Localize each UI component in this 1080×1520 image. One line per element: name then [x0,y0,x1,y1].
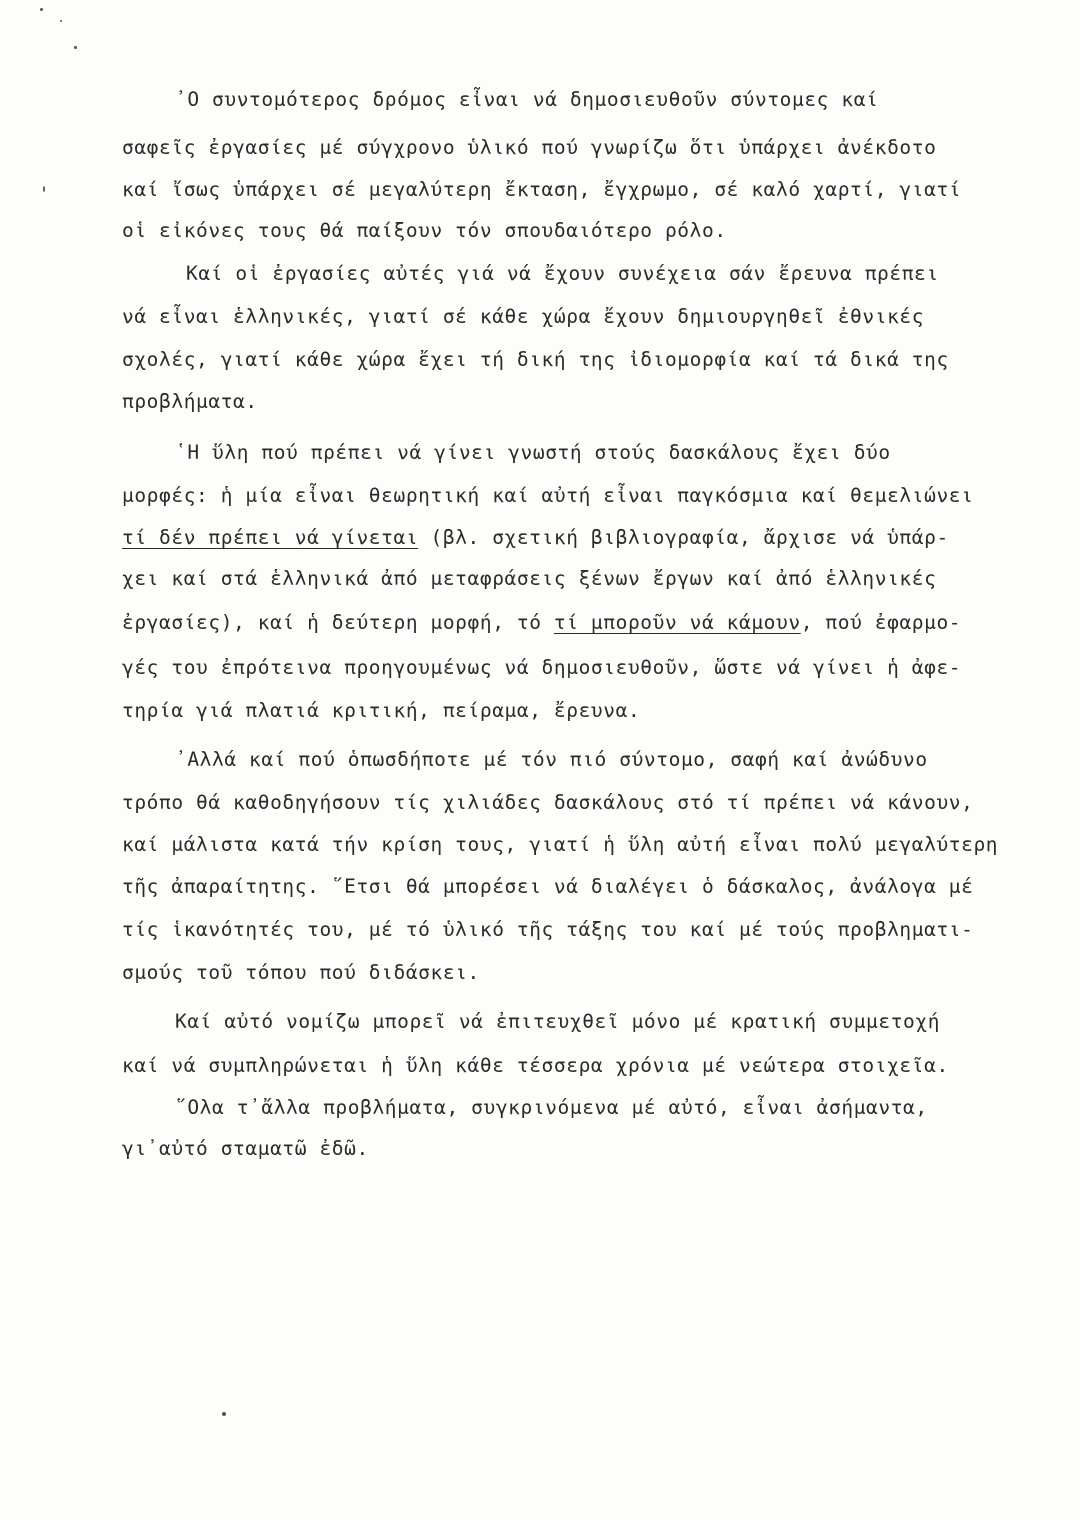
text-line: σμούς τοῦ τόπου πού διδάσκει. [122,961,480,984]
underlined-phrase: τί μποροῦν νά κάμουν [553,611,801,634]
underlined-phrase: τί δέν πρέπει νά γίνεται [122,526,419,549]
text-line: καί ἴσως ὑπάρχει σέ μεγαλύτερη ἔκταση, ἔγχρωμο, σέ καλό χαρτί, γιατί [122,178,962,201]
text-line: νά εἶναι ἑλληνικές, γιατί σέ κάθε χώρα ἔχουν δημιουργηθεῖ ἐθνικές [122,305,925,328]
text-line: χει καί στά ἑλληνικά ἀπό μεταφράσεις ξένων ἔργων καί ἀπό ἑλληνικές [122,567,937,590]
text-line: σχολές, γιατί κάθε χώρα ἔχει τή δική της ἰδιομορφία καί τά δικά της [122,348,949,371]
text-line: ῾Η ὕλη πού πρέπει νά γίνει γνωστή στούς δασκάλους ἔχει δύο [175,441,891,464]
text-line: ᾿Αλλά καί πού ὁπωσδήποτε μέ τόν πιό σύντομο, σαφή καί ἀνώδυνο [175,748,928,771]
text-run: (βλ. σχετική βιβλιογραφία, ἄρχισε νά ὑπάρ- [418,526,949,549]
text-line: σαφεῖς ἐργασίες μέ σύγχρονο ὑλικό πού γνωρίζω ὅτι ὑπάρχει ἀνέκδοτο [122,136,937,159]
text-line: τίς ἱκανότητές του, μέ τό ὑλικό τῆς τάξης του καί μέ τούς προβληματι- [122,918,974,941]
text-run: , πού ἐφαρμο- [800,611,962,634]
text-line: Καί οἱ ἐργασίες αὐτές γιά νά ἔχουν συνέχεια σάν ἔρευνα πρέπει [186,262,939,285]
text-line: οἱ εἰκόνες τους θά παίξουν τόν σπουδαιότερο ρόλο. [122,219,727,242]
text-line: μορφές: ἡ μία εἶναι θεωρητική καί αὐτή εἶναι παγκόσμια καί θεμελιώνει [122,484,974,507]
text-line: Καί αὐτό νομίζω μπορεῖ νά ἐπιτευχθεῖ μόνο μέ κρατική συμμετοχή [175,1010,941,1033]
text-line: γι᾿αὐτό σταματῶ ἐδῶ. [122,1137,369,1160]
text-line [122,611,961,634]
text-line: γές του ἐπρότεινα προηγουμένως νά δημοσιευθοῦν, ὥστε νά γίνει ἡ ἀφε- [122,656,962,679]
scan-speck [60,20,62,22]
text-line: τρόπο θά καθοδηγήσουν τίς χιλιάδες δασκάλους στό τί πρέπει νά κάνουν, [122,791,974,814]
text-run: ἐργασίες), καί ἡ δεύτερη μορφή, τό [122,611,554,634]
text-line: ῞Ολα τ᾿ἄλλα προβλήματα, συγκρινόμενα μέ αὐτό, εἶναι ἀσήμαντα, [175,1096,928,1119]
text-line: ᾿Ο συντομότερος δρόμος εἶναι νά δημοσιευθοῦν σύντομες καί [175,88,879,111]
text-line: τῆς ἀπαραίτητης. ῞Ετσι θά μπορέσει νά διαλέγει ὁ δάσκαλος, ἀνάλογα μέ [122,875,974,898]
text-line: καί μάλιστα κατά τήν κρίση τους, γιατί ἡ ὕλη αὐτή εἶναι πολύ μεγαλύτερη [122,833,999,856]
text-line: καί νά συμπληρώνεται ἡ ὕλη κάθε τέσσερα χρόνια μέ νεώτερα στοιχεῖα. [122,1054,949,1077]
text-line: τηρία γιά πλατιά κριτική, πείραμα, ἔρευνα. [122,699,641,722]
scan-speck [40,8,43,11]
scan-speck [43,186,45,192]
scan-speck [74,46,77,49]
text-line [122,526,949,549]
scan-speck [222,1412,226,1416]
text-line: προβλήματα. [122,390,258,413]
